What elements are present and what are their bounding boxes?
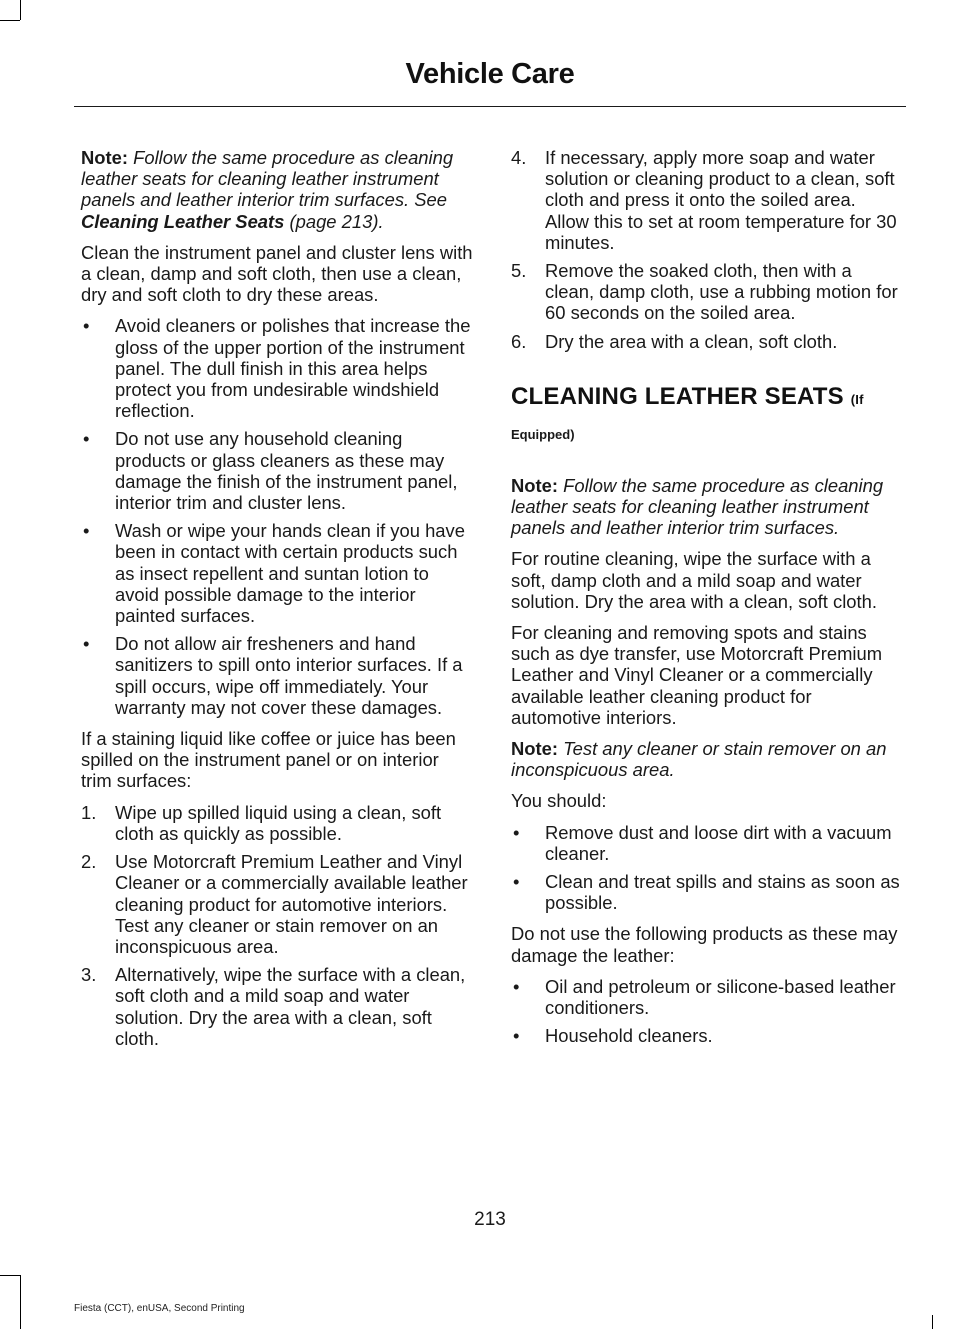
- note-text: Follow the same procedure as cleaning leather seats for cleaning leather instrument panels and leather interior trim surfaces. See: [81, 147, 454, 211]
- bullet-marker: •: [513, 975, 520, 997]
- list-item-text: Do not allow air fresheners and hand sanitizers to spill onto interior surfaces. If a spill occurs, wipe off immediately. Your warranty may not cover these damages.: [115, 633, 463, 718]
- note-paragraph: [511, 738, 903, 780]
- footer-text: Fiesta (CCT), enUSA, Second Printing: [74, 1303, 245, 1314]
- step-number: 6.: [511, 330, 527, 352]
- note-paragraph: [81, 147, 473, 232]
- bullet-marker: •: [513, 821, 520, 843]
- note-text: Test any cleaner or stain remover on an inconspicuous area.: [511, 738, 887, 781]
- page-title: Vehicle Care: [405, 58, 575, 90]
- step-text: Dry the area with a clean, soft cloth.: [545, 330, 838, 352]
- note-text: Follow the same procedure as cleaning leather seats for cleaning leather instrument panels and leather interior trim surfaces.: [511, 474, 884, 539]
- cross-reference-link[interactable]: Cleaning Leather Seats: [81, 210, 285, 232]
- list-item-text: Avoid cleaners or polishes that increase the gloss of the upper portion of the instrument panel. The dull finish in this area helps protect you from undesirable windshield reflection.: [115, 315, 471, 422]
- list-item-text: Household cleaners.: [545, 1025, 713, 1047]
- list-item-text: Oil and petroleum or silicone-based leather conditioners.: [545, 975, 896, 1019]
- list-item: [511, 822, 903, 864]
- list-item: [81, 633, 473, 718]
- note-label: Note:: [511, 738, 558, 760]
- list-item: [81, 428, 473, 513]
- list-item: [81, 315, 473, 421]
- step-item: [81, 964, 473, 1049]
- step-number: 5.: [511, 260, 527, 282]
- list-item: [81, 520, 473, 626]
- step-text: Alternatively, wipe the surface with a clean, soft cloth and a mild soap and water solution. Dry the area with a clean, soft cloth.: [115, 964, 466, 1049]
- section-heading: [511, 382, 903, 415]
- bullet-marker: •: [513, 871, 520, 893]
- note-label: Note:: [511, 474, 558, 496]
- step-item: [511, 260, 903, 324]
- bullet-marker: •: [83, 428, 90, 450]
- bullet-list: [511, 822, 903, 914]
- header-rule: [74, 106, 906, 107]
- list-item: [511, 871, 903, 913]
- bullet-list: [511, 976, 903, 1047]
- step-item: [511, 147, 903, 253]
- step-number: 4.: [511, 147, 527, 168]
- list-item: [511, 1025, 903, 1046]
- step-item: [511, 331, 903, 352]
- note-paragraph: [511, 475, 903, 539]
- numbered-steps-continued: [511, 147, 903, 352]
- list-item-text: Do not use any household cleaning products or glass cleaners as these may damage the finish of the instrument panel, interior trim and cluster lens.: [115, 428, 458, 514]
- crop-mark: [0, 1275, 20, 1276]
- step-number: 1.: [81, 801, 97, 823]
- spots-paragraph: For cleaning and removing spots and stains such as dye transfer, use Motorcraft Premium Leather and Vinyl Cleaner or a commercially available leather cleaning product for automotive interiors.: [511, 622, 883, 728]
- page-number: 213: [474, 1209, 506, 1230]
- step-text: Remove the soaked cloth, then with a clean, damp cloth, use a rubbing motion for 60 seconds on the soiled area.: [545, 260, 898, 324]
- crop-mark: [932, 1315, 933, 1329]
- crop-mark: [0, 20, 20, 21]
- note-label: Note:: [81, 147, 128, 168]
- step-number: 3.: [81, 964, 97, 986]
- list-item: [511, 976, 903, 1018]
- step-item: [81, 802, 473, 844]
- you-should-paragraph: You should:: [511, 790, 607, 812]
- numbered-steps: [81, 802, 473, 1049]
- crop-mark: [20, 0, 21, 20]
- step-text: Wipe up spilled liquid using a clean, soft cloth as quickly as possible.: [115, 801, 442, 844]
- step-number: 2.: [81, 851, 97, 873]
- page-reference: (page 213).: [284, 210, 384, 232]
- do-not-paragraph: Do not use the following products as these may damage the leather:: [511, 923, 898, 966]
- bullet-marker: •: [83, 315, 90, 337]
- bullet-marker: •: [83, 633, 90, 655]
- list-item-text: Wash or wipe your hands clean if you have been in contact with certain products such as insect repellent and suntan lotion to avoid possible damage to the interior painted surfaces.: [115, 520, 465, 627]
- bullet-marker: •: [83, 520, 90, 542]
- section-title-suffix: (If: [850, 391, 864, 407]
- section-title: CLEANING LEATHER SEATS: [511, 382, 844, 410]
- bullet-marker: •: [513, 1025, 520, 1047]
- list-item-text: Remove dust and loose dirt with a vacuum cleaner.: [545, 821, 892, 864]
- left-column: [81, 147, 473, 1059]
- routine-paragraph: For routine cleaning, wipe the surface with a soft, damp cloth and a mild soap and water solution. Dry the area with a clean, soft cloth.: [511, 548, 877, 612]
- right-column: [511, 147, 903, 1057]
- spill-intro-paragraph: If a staining liquid like coffee or juice has been spilled on the instrument panel or on interior trim surfaces:: [81, 728, 456, 792]
- step-item: [81, 851, 473, 957]
- intro-paragraph: Clean the instrument panel and cluster lens with a clean, damp and soft cloth, then use a clean, dry and soft cloth to dry these areas.: [81, 241, 473, 306]
- step-text: If necessary, apply more soap and water solution or cleaning product to a clean, soft cloth and press it onto the soiled area. Allow this to set at room temperature for 30 minutes.: [545, 147, 897, 253]
- bullet-list: [81, 315, 473, 718]
- section-title-suffix-continued: Equipped): [511, 426, 575, 442]
- crop-mark: [20, 1275, 21, 1329]
- list-item-text: Clean and treat spills and stains as soon as possible.: [545, 871, 900, 914]
- step-text: Use Motorcraft Premium Leather and Vinyl Cleaner or a commercially available leather cleaning product for automotive interiors. Test any cleaner or stain remover on an inconspicuous area.: [115, 851, 468, 957]
